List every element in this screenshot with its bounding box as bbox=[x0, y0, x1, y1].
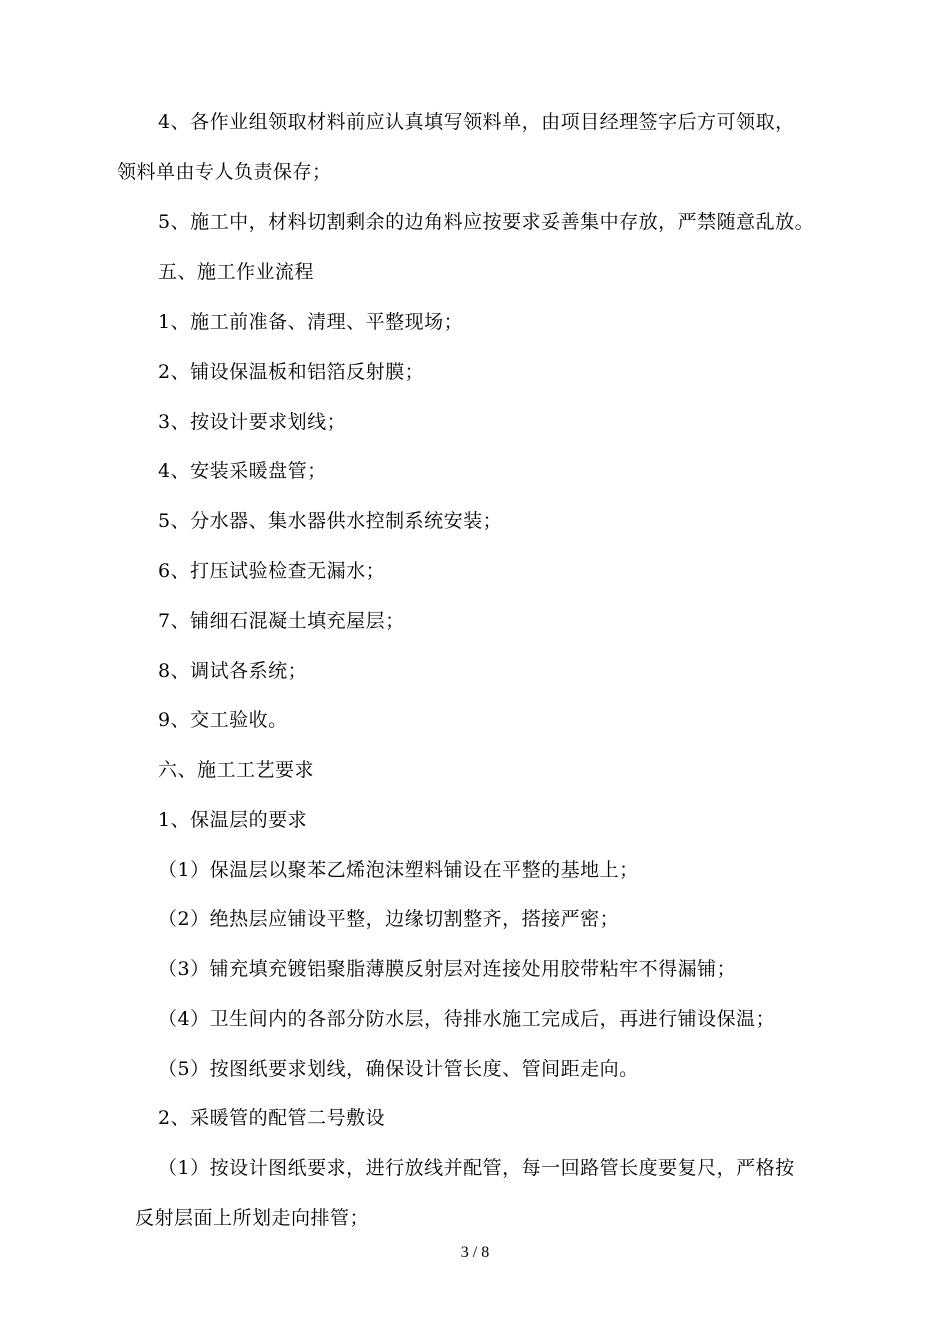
list-item: （3）铺充填充镀铝聚脂薄膜反射层对连接处用胶带粘牢不得漏铺； bbox=[158, 958, 737, 980]
paragraph-line: 领料单由专人负责保存； bbox=[117, 161, 332, 183]
list-item: （1）按设计图纸要求，进行放线并配管，每一回路管长度要复尺，严格按 bbox=[158, 1157, 795, 1179]
list-item: 7、铺细石混凝土填充屋层； bbox=[158, 610, 405, 632]
list-item: 9、交工验收。 bbox=[158, 709, 288, 731]
section-heading: 六、施工工艺要求 bbox=[158, 759, 315, 781]
list-item: 5、分水器、集水器供水控制系统安装； bbox=[158, 510, 503, 532]
page-number: 3 / 8 bbox=[460, 1244, 490, 1261]
list-item: （2）绝热层应铺设平整，边缘切割整齐，搭接严密； bbox=[158, 908, 620, 930]
section-heading: 五、施工作业流程 bbox=[158, 261, 315, 283]
paragraph-line: 4、各作业组领取材料前应认真填写领料单，由项目经理签字后方可领取， bbox=[158, 111, 795, 133]
list-item: 8、调试各系统； bbox=[158, 660, 308, 682]
list-item: 6、打压试验检查无漏水； bbox=[158, 560, 386, 582]
subsection-heading: 2、采暖管的配管二号敷设 bbox=[158, 1107, 386, 1129]
list-item: 4、安装采暖盘管； bbox=[158, 460, 327, 482]
list-item: （5）按图纸要求划线，确保设计管长度、管间距走向。 bbox=[158, 1058, 639, 1080]
subsection-heading: 1、保温层的要求 bbox=[158, 809, 308, 831]
paragraph-line: 5、施工中，材料切割剩余的边角料应按要求妥善集中存放，严禁随意乱放。 bbox=[158, 211, 815, 233]
list-item: 3、按设计要求划线； bbox=[158, 411, 347, 433]
paragraph-line: 反射层面上所划走向排管； bbox=[135, 1207, 370, 1229]
list-item: （4）卫生间内的各部分防水层，待排水施工完成后，再进行铺设保温； bbox=[158, 1008, 776, 1030]
list-item: （1）保温层以聚苯乙烯泡沫塑料铺设在平整的基地上； bbox=[158, 859, 639, 881]
list-item: 1、施工前准备、清理、平整现场； bbox=[158, 311, 464, 333]
list-item: 2、铺设保温板和铝箔反射膜； bbox=[158, 361, 425, 383]
